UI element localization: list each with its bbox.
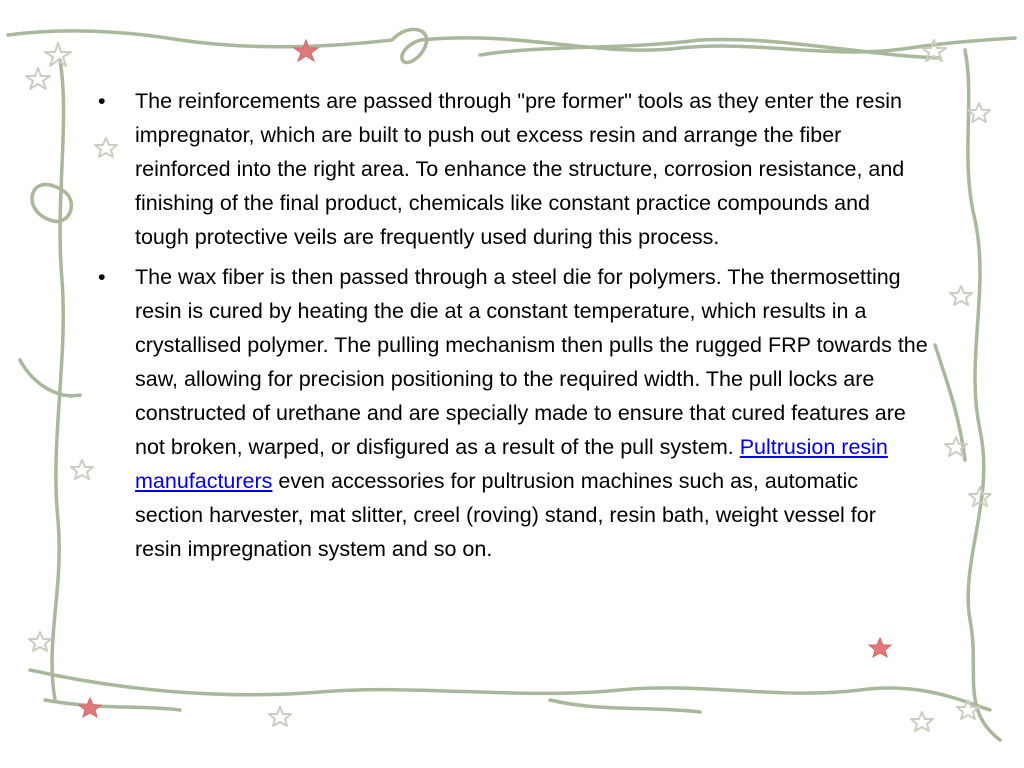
- bullet-text-after-link: even accessories for pultrusion machines such as, automatic section harvester, mat slitter, creel (roving) stand, resin bath, weight vessel for resin impregnation system and so on.: [135, 469, 876, 561]
- pultrusion-resin-manufacturers-link[interactable]: Pultrusion resin manufacturers: [135, 435, 888, 493]
- star-outline-icon: [71, 460, 93, 479]
- rope-bottom-3: [550, 700, 700, 712]
- star-outline-icon: [969, 487, 991, 506]
- star-outline-icon: [45, 43, 71, 66]
- rope-right-2: [935, 345, 965, 460]
- bullet-item: [98, 84, 928, 254]
- bullet-text: [135, 265, 928, 561]
- bullet-text-before-link: The wax fiber is then passed through a steel die for polymers. The thermosetting resin is cured by heating the die at a constant temperature, which results in a crystallised polymer. The pulling mechanism then pulls the rugged FRP towards the saw, allowing for precision positioning to the required width. The pull locks are constructed of urethane and are specially made to ensure that cured features are not broken, warped, or disfigured as a result of the pull system.: [135, 265, 928, 459]
- star-outline-icon: [29, 632, 51, 651]
- star-pink-icon: [869, 638, 891, 657]
- star-outline-icon: [911, 712, 933, 731]
- bullet-text: The reinforcements are passed through "pre former" tools as they enter the resin impregnator, which are built to push out excess resin and arrange the fiber reinforced into the right area. To enhance the structure, corrosion resistance, and finishing of the final product, chemicals like constant practice compounds and tough protective veils are frequently used during this process.: [135, 89, 905, 249]
- rope-left-2: [20, 360, 80, 396]
- bullet-marker: •: [98, 265, 106, 289]
- star-outline-icon: [968, 103, 990, 122]
- star-outline-icon: [26, 68, 50, 89]
- star-pink-icon: [294, 40, 318, 61]
- rope-left: [52, 60, 64, 700]
- star-outline-icon: [950, 286, 972, 305]
- rope-bottom: [30, 670, 990, 710]
- rope-left-loop: [32, 184, 71, 221]
- rope-right: [965, 50, 1000, 740]
- bullet-item: [98, 260, 928, 566]
- bullet-marker: •: [98, 89, 106, 113]
- slide-content: [98, 84, 928, 572]
- star-pink-icon: [79, 698, 101, 717]
- rope-top: [8, 29, 1015, 62]
- rope-bottom-2: [45, 700, 180, 710]
- star-outline-icon: [269, 707, 291, 726]
